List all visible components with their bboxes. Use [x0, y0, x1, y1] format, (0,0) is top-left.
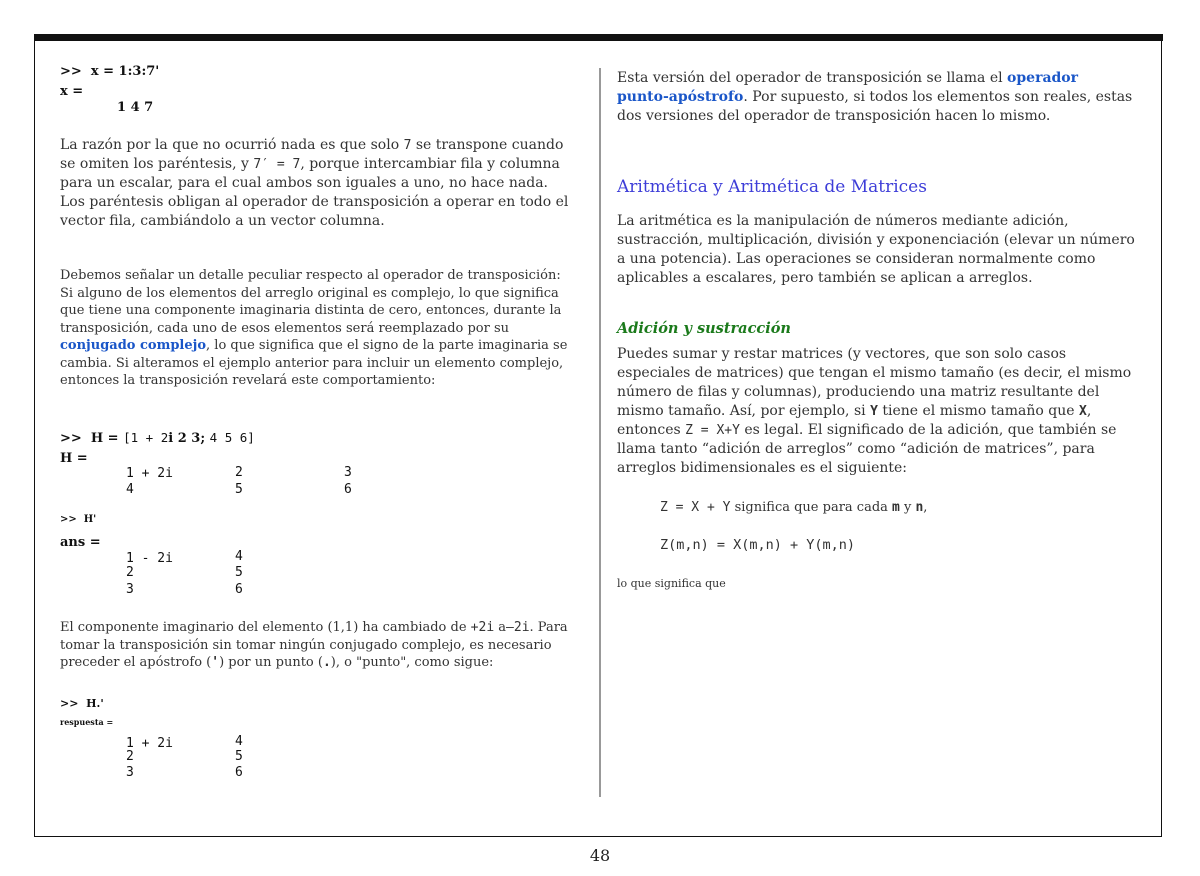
- prompt: >>: [60, 64, 82, 79]
- command-code: x = 1:3:7': [90, 64, 160, 79]
- paragraph-addition: Puedes sumar y restar matrices (y vectores, que son solo casos especiales de matrices) que tengan el mismo tamaño (es decir, el mismo número de filas y columnas), produciendo una matriz resultante del mismo tamaño. Así, por ejemplo, si Y tiene el mismo tamaño que X, entonces Z = X+Y es legal. El significado de la adición, que también se llama tanto “adición de arreglos” como “adición de matrices”, para arreglos bidimensionales es el siguiente:: [617, 346, 1132, 476]
- column-divider: [599, 68, 601, 797]
- matrix-cell: 6: [235, 765, 243, 780]
- matrix-cell: 4: [235, 549, 243, 564]
- paragraph-dot-apostrophe: El componente imaginario del elemento (1,1) ha cambiado de +2i a–2i. Para tomar la transposición sin tomar ningún conjugado complejo, es necesario preceder el apóstrofo (') por un punto (.), o "punto", como sigue:: [60, 620, 568, 670]
- paragraph-dot-apostrophe-operator: Esta versión del operador de transposición se llama el operador punto-apóstrofo. Por supuesto, si todos los elementos son reales, estas dos versiones del operador de transposición hacen lo mismo.: [617, 70, 1133, 124]
- command-h-assign: >> H = [1 + 2i 2 3; 4 5 6]: [60, 430, 255, 446]
- command-h-transpose: >> H': [60, 514, 97, 525]
- matrix-cell: 1 + 2i: [126, 466, 173, 481]
- matrix-cell: 5: [235, 749, 243, 764]
- operador-link[interactable]: operador: [1007, 70, 1079, 86]
- respuesta-label: respuesta =: [60, 717, 114, 727]
- subsection-heading: Adición y sustracción: [617, 320, 791, 337]
- command-x-assign: [60, 64, 159, 79]
- matrix-cell: 2: [235, 465, 243, 480]
- matrix-cell: 3: [344, 465, 352, 480]
- matrix-cell: 3: [126, 582, 134, 597]
- matrix-cell: 6: [344, 482, 352, 497]
- h-label: H =: [60, 451, 88, 466]
- closing-text: lo que significa que: [617, 577, 726, 590]
- paragraph-complex-conjugate: Debemos señalar un detalle peculiar respecto al operador de transposición: Si alguno de los elementos del arreglo original es complejo, lo que significa que tiene una componente imaginaria distinta de cero, entonces, durante la transposición, cada uno de esos elementos será reemplazado por su conjugado complejo, lo que significa que el signo de la parte imaginaria se cambia. Si alteramos el ejemplo anterior para incluir un elemento complejo, entonces la transposición revelará este comportamiento:: [60, 268, 568, 388]
- x-value: 1 4 7: [117, 100, 154, 115]
- matrix-cell: 2: [126, 749, 134, 764]
- matrix-cell: 3: [126, 765, 134, 780]
- matrix-cell: 5: [235, 482, 243, 497]
- matrix-cell: 5: [235, 565, 243, 580]
- equation-elementwise: Z(m,n) = X(m,n) + Y(m,n): [660, 537, 856, 553]
- paragraph-arithmetic: La aritmética es la manipulación de números mediante adición, sustracción, multiplicación, división y exponenciación (elevar un número a una potencia). Las operaciones se consideran normalmente como aplicables a escalares, pero también se aplican a arreglos.: [617, 213, 1135, 286]
- ans-label: ans =: [60, 535, 101, 550]
- section-heading: Aritmética y Aritmética de Matrices: [617, 177, 927, 197]
- equation-definition: Z = X + Y significa que para cada m y n,: [660, 500, 928, 515]
- matrix-cell: 2: [126, 565, 134, 580]
- matrix-cell: 1 + 2i: [126, 736, 173, 751]
- paragraph-transpose-explanation: La razón por la que no ocurrió nada es que solo 7 se transpone cuando se omiten los paréntesis, y 7′ = 7, porque intercambiar fila y columna para un escalar, para el cual ambos son iguales a uno, no hace nada. Los paréntesis obligan al operador de transposición a operar en todo el vector fila, cambiándolo a un vector columna.: [60, 137, 569, 229]
- matrix-cell: 4: [235, 734, 243, 749]
- punto-apostrofo-link[interactable]: punto-apóstrofo: [617, 89, 744, 105]
- matrix-cell: 1 - 2i: [126, 551, 173, 566]
- command-h-dot-transpose: >> H.': [60, 697, 104, 710]
- x-label: x =: [60, 84, 84, 99]
- page-number: 48: [589, 846, 611, 865]
- matrix-cell: 4: [126, 482, 134, 497]
- matrix-cell: 6: [235, 582, 243, 597]
- conjugado-complejo-link[interactable]: conjugado complejo: [60, 338, 207, 353]
